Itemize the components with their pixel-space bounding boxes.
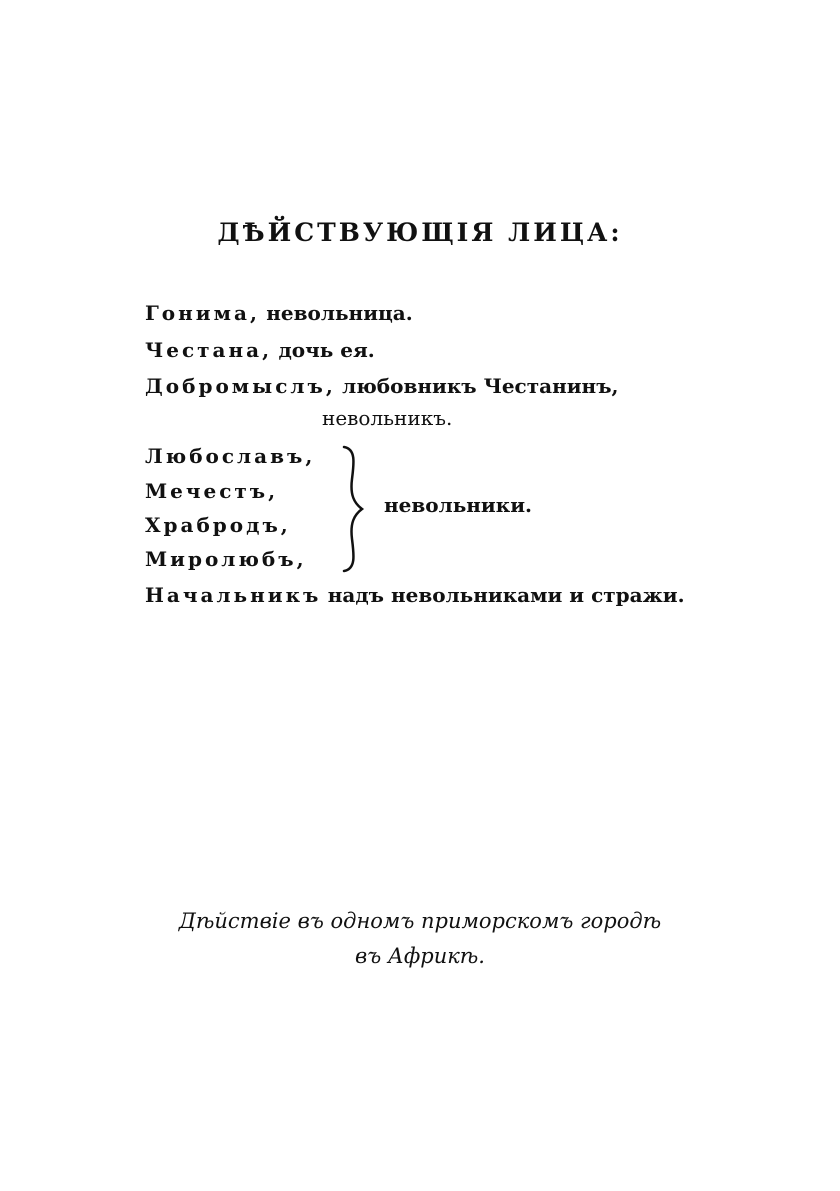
character-name: Добромыслъ, [145, 374, 336, 398]
character-description: дочь ея. [278, 338, 375, 362]
curly-brace-icon [336, 445, 366, 573]
character-name: Гонима, [145, 301, 260, 325]
group-member: Мечестъ, [145, 479, 279, 503]
group-member: Миролюбъ, [145, 547, 307, 571]
character-description: невольница. [266, 301, 413, 325]
character-entry [145, 582, 685, 608]
character-name: Начальникъ [145, 583, 322, 607]
group-member: Храбродъ, [145, 513, 291, 537]
character-description: любовникъ Честанинъ, [342, 374, 619, 398]
character-entry [145, 373, 619, 399]
setting-line: Дѣйствіе въ одномъ приморскомъ городѣ [178, 909, 662, 933]
group-member: Любославъ, [145, 444, 316, 468]
character-description: надъ невольниками и стражи. [327, 583, 685, 607]
group-label: невольники. [384, 493, 532, 517]
setting-line: въ Африкѣ. [355, 944, 485, 968]
page-title: ДѢЙСТВУЮЩІЯ ЛИЦА: [217, 218, 623, 247]
character-description-continued: невольникъ. [322, 406, 453, 430]
character-entry [145, 337, 375, 363]
character-entry [145, 300, 413, 326]
character-name: Честана, [145, 338, 273, 362]
